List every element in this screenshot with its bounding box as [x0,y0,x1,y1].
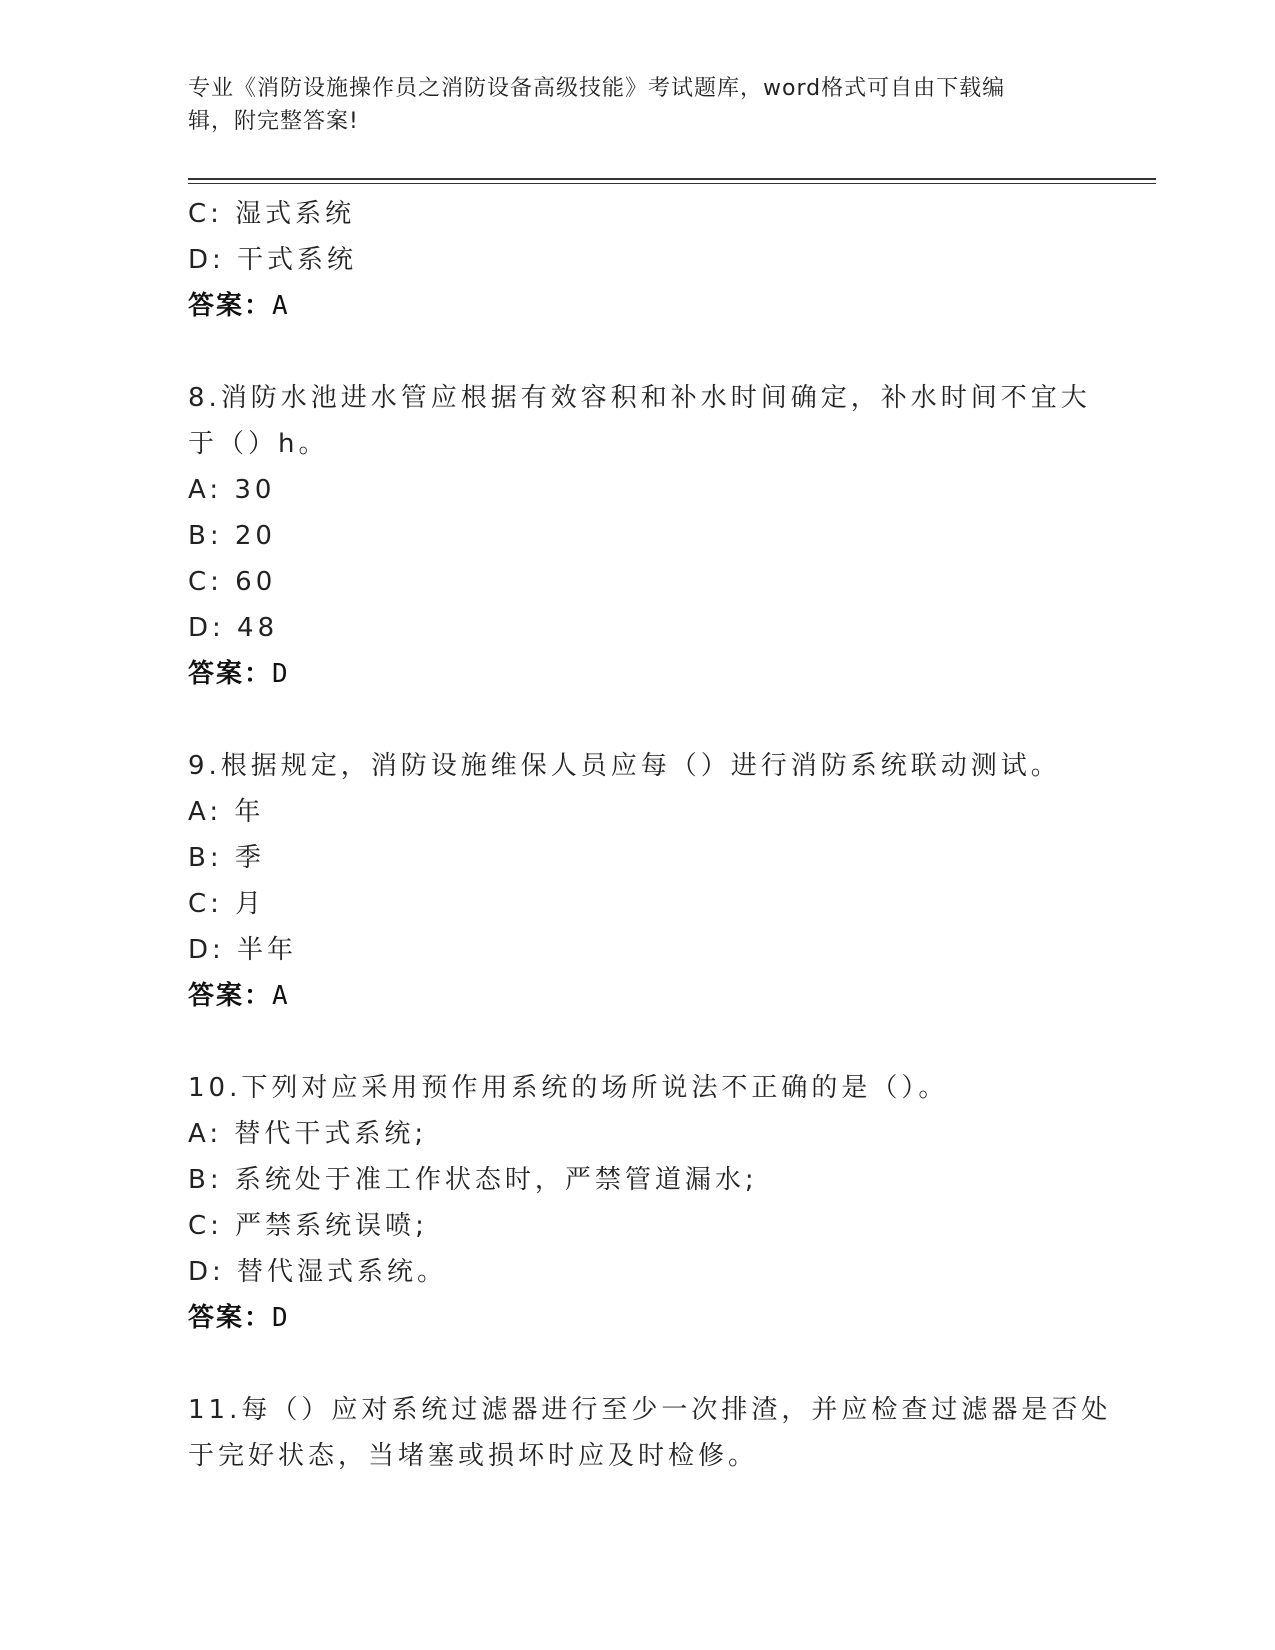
spacer [188,1019,1088,1065]
answer-line [188,283,1088,329]
option-line: D: 48 [188,613,279,643]
answer-value: A [272,291,290,321]
answer-label: 答案： [188,1303,273,1333]
option-line: A: 年 [188,797,265,827]
option-line: B: 20 [188,521,276,551]
header-divider-thick [188,178,1156,180]
answer-label: 答案： [188,981,273,1011]
answer-line [188,1295,1088,1341]
question-stem: 11.每（）应对系统过滤器进行至少一次排渣，并应检查过滤器是否处 [188,1395,1112,1425]
option-line: A: 30 [188,475,276,505]
answer-value: A [272,981,290,1011]
answer-line [188,651,1088,697]
question-stem: 10.下列对应采用预作用系统的场所说法不正确的是（）。 [188,1073,949,1103]
option-line: B: 季 [188,843,265,873]
question-content [188,191,1112,1479]
option-line: C: 严禁系统误喷; [188,1211,428,1241]
spacer [188,697,1088,743]
option-line: C: 月 [188,889,266,919]
answer-value: D [272,1303,290,1333]
option-line: C: 湿式系统 [188,199,356,229]
header-line-1: 专业《消防设施操作员之消防设备高级技能》考试题库，word格式可自由下载编 [188,76,1006,101]
spacer [188,329,1088,375]
answer-value: D [272,659,290,689]
spacer [188,1341,1088,1387]
question-stem: 于完好状态，当堵塞或损坏时应及时检修。 [188,1441,759,1471]
option-line: D: 替代湿式系统。 [188,1257,448,1287]
question-stem: 8.消防水池进水管应根据有效容积和补水时间确定，补水时间不宜大 [188,383,1091,413]
option-line: C: 60 [188,567,277,597]
answer-label: 答案： [188,659,273,689]
header-line-2: 辑，附完整答案! [188,109,359,134]
option-line: D: 半年 [188,935,298,965]
document-header [188,72,1068,138]
option-line: D: 干式系统 [188,245,358,275]
question-stem: 于（）h。 [188,429,329,459]
header-divider-thin [188,183,1156,184]
answer-line [188,973,1088,1019]
answer-label: 答案： [188,291,273,321]
option-line: B: 系统处于准工作状态时，严禁管道漏水; [188,1165,758,1195]
question-stem: 9.根据规定，消防设施维保人员应每（）进行消防系统联动测试。 [188,751,1061,781]
option-line: A: 替代干式系统; [188,1119,428,1149]
